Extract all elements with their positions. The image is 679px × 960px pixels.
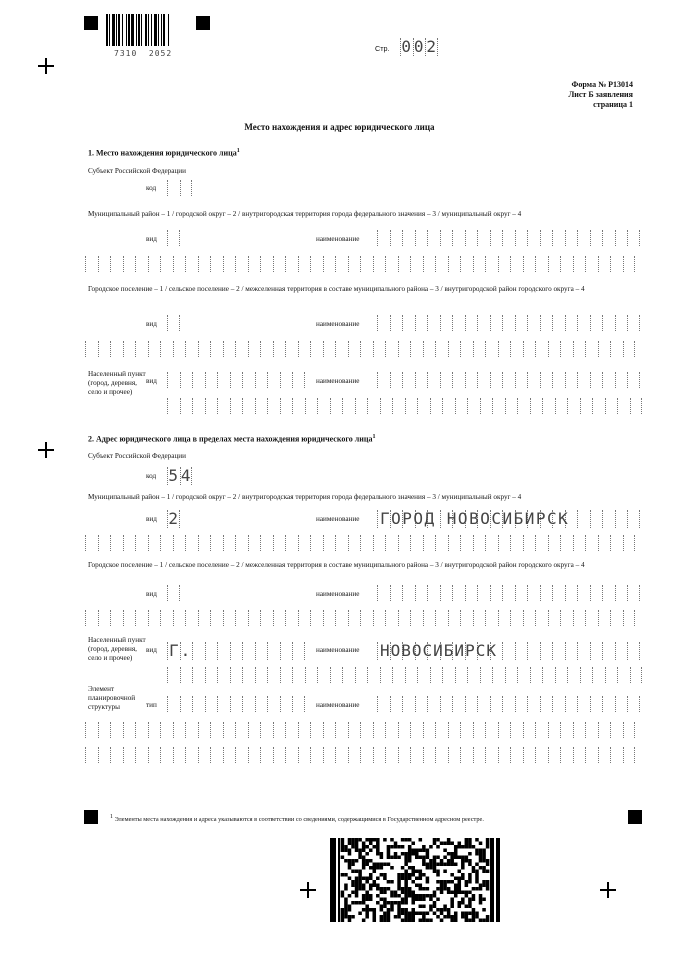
section1-municipal-vid-field[interactable] <box>167 230 180 246</box>
section2-heading: 2. Адрес юридического лица в пределах места нахождения юридического лица$^1$ <box>88 434 376 444</box>
section1-settlement-name-field[interactable] <box>377 315 640 331</box>
top-barcode <box>106 14 171 46</box>
section2-planning-name-field-row2[interactable] <box>85 722 635 738</box>
section2-type-label: тип <box>146 701 157 709</box>
section2-municipal-label: Муниципальный район – 1 / городской округ – 2 / внутригородская территория города федерального значения – 3 / муниципальный округ – 4 <box>88 493 522 501</box>
section2-planning-name-label: наименование <box>316 701 360 709</box>
section1-locality-name-field-row2[interactable] <box>167 398 642 414</box>
corner-marker-bottom-left <box>84 810 98 824</box>
section2-settlement-name-label: наименование <box>316 590 360 598</box>
section2-name-label: наименование <box>316 515 360 523</box>
section1-municipal-name-field[interactable] <box>377 230 640 246</box>
form-sheet: Лист Б заявления <box>568 90 633 99</box>
section2-locality-vid-value: Г. <box>169 641 193 660</box>
corner-marker-top-left <box>84 16 98 30</box>
section2-settlement-vid-label: вид <box>146 590 157 598</box>
section1-vid-label: вид <box>146 235 157 243</box>
section2-planning-name-field-row3[interactable] <box>85 747 635 763</box>
registration-cross-icon <box>38 58 54 74</box>
footnote: 1 Элементы места нахождения и адреса указываются в соответствии со сведениями, содержащимися в Государственном адресном реестре. <box>110 814 484 824</box>
section2-planning-label: Элемент планировочной структуры <box>88 685 136 711</box>
form-number: Форма № Р13014 <box>571 80 633 89</box>
section2-municipal-vid-value: 2 <box>168 509 179 528</box>
section1-settlement-vid-label: вид <box>146 320 157 328</box>
page-title: Место нахождения и адрес юридического лица <box>244 122 435 132</box>
section1-municipal-name-field-row2[interactable] <box>85 256 635 272</box>
section2-planning-name-field[interactable] <box>377 696 640 712</box>
page-label: Стр. <box>375 44 390 53</box>
section1-locality-vid-label: вид <box>146 377 157 385</box>
section1-municipal-label: Муниципальный район – 1 / городской округ – 2 / внутригородская территория города федерального значения – 3 / муниципальный округ – 4 <box>88 210 522 218</box>
registration-cross-icon <box>38 442 54 458</box>
barcode-number: 7310 2052 <box>114 49 173 58</box>
section2-locality-label: Населенный пункт (город, деревня, село и прочее) <box>88 636 146 662</box>
section1-code-field[interactable] <box>167 180 192 196</box>
registration-cross-icon <box>600 882 616 898</box>
section1-locality-vid-field[interactable] <box>167 372 305 388</box>
section1-heading: 1. Место нахождения юридического лица$^1$ <box>88 148 240 158</box>
section1-settlement-label: Городское поселение – 1 / сельское поселение – 2 / межселенная территория в составе муниципального района – 3 / внутригородской район городского округа – 4 <box>88 285 585 293</box>
section2-code-value: 5 4 <box>168 466 191 485</box>
section2-settlement-name-field-row2[interactable] <box>85 610 635 626</box>
section2-planning-type-field[interactable] <box>167 696 305 712</box>
page-number: 0 0 2 <box>401 37 437 56</box>
section2-locality-name-label: наименование <box>316 646 360 654</box>
section1-settlement-vid-field[interactable] <box>167 315 180 331</box>
section1-locality-name-field[interactable] <box>377 372 640 388</box>
section2-vid-label: вид <box>146 515 157 523</box>
bottom-2d-barcode <box>330 838 500 922</box>
section2-municipal-name-field-row2[interactable] <box>85 535 635 551</box>
section1-settlement-name-field-row2[interactable] <box>85 341 635 357</box>
section2-code-label: код <box>146 472 157 480</box>
section1-locality-label: Населенный пункт (город, деревня, село и прочее) <box>88 370 146 396</box>
section1-code-label: код <box>146 184 157 192</box>
section2-settlement-name-field[interactable] <box>377 585 640 601</box>
section2-settlement-vid-field[interactable] <box>167 585 180 601</box>
registration-cross-icon <box>300 882 316 898</box>
section2-municipal-name-value: ГОРОД НОВОСИБИРСК <box>380 509 570 528</box>
section2-locality-name-value: НОВОСИБИРСК <box>380 641 497 660</box>
section2-locality-vid-label: вид <box>146 646 157 654</box>
section1-name-label: наименование <box>316 235 360 243</box>
section2-subject-label: Субъект Российской Федерации <box>88 452 186 460</box>
section1-locality-name-label: наименование <box>316 377 360 385</box>
section2-settlement-label: Городское поселение – 1 / сельское поселение – 2 / межселенная территория в составе муниципального района – 3 / внутригородской район городского округа – 4 <box>88 561 585 569</box>
corner-marker-bottom-right <box>628 810 642 824</box>
section2-locality-name-field-row2[interactable] <box>167 667 642 683</box>
section1-settlement-name-label: наименование <box>316 320 360 328</box>
corner-marker-top-right <box>196 16 210 30</box>
form-page: страница 1 <box>593 100 633 109</box>
section1-subject-label: Субъект Российской Федерации <box>88 167 186 175</box>
